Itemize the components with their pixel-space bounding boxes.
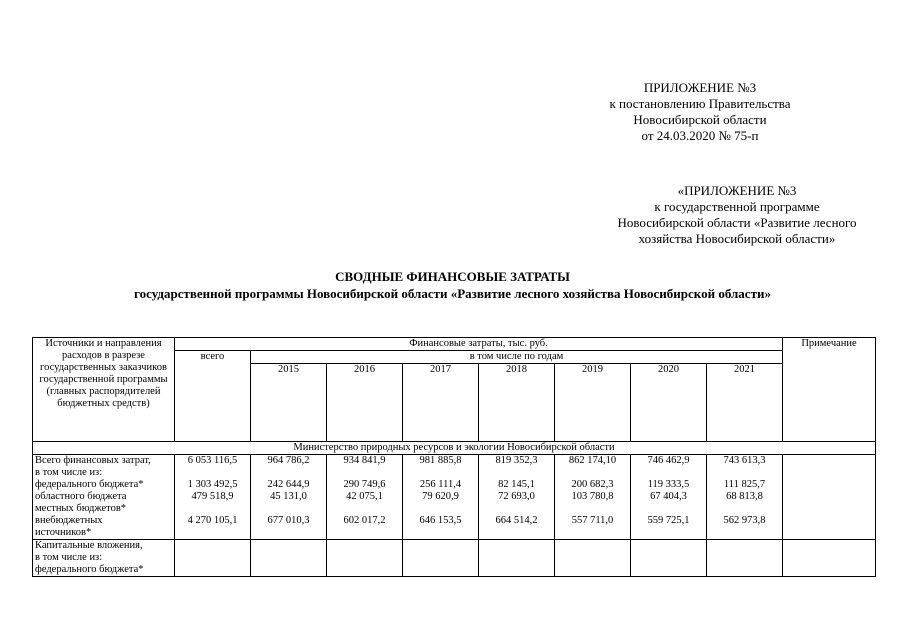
program-appendix-number: «ПРИЛОЖЕНИЕ №3: [677, 183, 797, 198]
source-column-header: Источники и направления расходов в разрезе государственных заказчиков государственной программы (главных распорядителей бюджетных средств): [33, 338, 175, 442]
y2019-values: [555, 455, 631, 540]
financial-costs-header: Финансовые затраты, тыс. руб.: [175, 338, 783, 351]
label-federal: федерального бюджета*: [35, 479, 144, 490]
cell: 677 010,3: [267, 515, 310, 526]
capital-row-labels: [33, 540, 175, 577]
cell: [177, 503, 248, 515]
approval-header: [560, 80, 840, 144]
title-line2: государственной программы Новосибирской области «Развитие лесного хозяйства Новосибирской области»: [134, 286, 771, 301]
cell: 562 973,8: [723, 515, 766, 526]
cell: 743 613,3: [723, 455, 766, 466]
cell: 67 404,3: [650, 491, 687, 502]
y2021-values: [707, 455, 783, 540]
cell: [329, 503, 400, 515]
total-column-header: всего: [175, 351, 251, 442]
year-2016-header: 2016: [327, 364, 403, 442]
note-cell: [783, 540, 876, 577]
cell: [555, 540, 631, 577]
cell: [481, 503, 552, 515]
program-header: [582, 183, 892, 247]
cell: [329, 467, 400, 479]
cell: [405, 527, 476, 539]
cell: [557, 527, 628, 539]
program-appendix-ref: к государственной программе: [654, 199, 820, 214]
table-row: [33, 455, 876, 540]
total-values: [175, 455, 251, 540]
cell: [631, 540, 707, 577]
ministry-row: [33, 442, 876, 455]
cell: [175, 540, 251, 577]
cell: 111 825,7: [723, 479, 766, 490]
cell: 1 303 492,5: [187, 479, 238, 490]
cell: 862 174,10: [568, 455, 617, 466]
cell: [707, 540, 783, 577]
label-federal: федерального бюджета*: [35, 564, 144, 575]
label-extrabudget-2: источников*: [35, 527, 92, 538]
cell: 72 693,0: [498, 491, 535, 502]
note-column-header: Примечание: [783, 338, 876, 442]
cell: 4 270 105,1: [187, 515, 238, 526]
cell: 479 518,9: [191, 491, 234, 502]
cell: 664 514,2: [495, 515, 538, 526]
program-appendix-name2: хозяйства Новосибирской области»: [638, 231, 836, 246]
cell: [253, 527, 324, 539]
cell: [329, 527, 400, 539]
year-2021-header: 2021: [707, 364, 783, 442]
cell: 42 075,1: [346, 491, 383, 502]
label-extrabudget-1: внебюджетных: [35, 515, 103, 526]
y2020-values: [631, 455, 707, 540]
years-header: в том числе по годам: [251, 351, 783, 364]
cell: [709, 527, 780, 539]
y2016-values: [327, 455, 403, 540]
cell: [633, 503, 704, 515]
cell: [557, 467, 628, 479]
cell: 79 620,9: [422, 491, 459, 502]
cell: 103 780,8: [571, 491, 614, 502]
cell: [403, 540, 479, 577]
label-including: в том числе из:: [35, 467, 103, 478]
cell: 602 017,2: [343, 515, 386, 526]
header-row-1: [33, 338, 876, 351]
note-cell: [783, 455, 876, 540]
label-local: местных бюджетов*: [35, 503, 127, 514]
appendix-date: от 24.03.2020 № 75-п: [641, 128, 759, 143]
cell: 68 813,8: [726, 491, 763, 502]
cell: [251, 540, 327, 577]
cell: [177, 467, 248, 479]
cell: [557, 503, 628, 515]
cell: [633, 527, 704, 539]
cell: 82 145,1: [498, 479, 535, 490]
cell: 646 153,5: [419, 515, 462, 526]
cell: 557 711,0: [571, 515, 614, 526]
program-appendix-name1: Новосибирской области «Развитие лесного: [617, 215, 857, 230]
financial-table: [32, 337, 876, 577]
appendix-ref: к постановлению Правительства: [609, 96, 791, 111]
y2018-values: [479, 455, 555, 540]
cell: 290 749,6: [343, 479, 386, 490]
cell: [479, 540, 555, 577]
label-total: Всего финансовых затрат,: [35, 455, 151, 466]
appendix-region: Новосибирской области: [633, 112, 767, 127]
cell: 242 644,9: [267, 479, 310, 490]
label-regional: областного бюджета: [35, 491, 127, 502]
cell: 45 131,0: [270, 491, 307, 502]
year-2017-header: 2017: [403, 364, 479, 442]
label-including: в том числе из:: [35, 552, 103, 563]
year-2020-header: 2020: [631, 364, 707, 442]
cell: [481, 467, 552, 479]
cell: 559 725,1: [647, 515, 690, 526]
year-2018-header: 2018: [479, 364, 555, 442]
cell: 200 682,3: [571, 479, 614, 490]
cell: 746 462,9: [647, 455, 690, 466]
cell: [709, 503, 780, 515]
cell: [177, 527, 248, 539]
appendix-number: ПРИЛОЖЕНИЕ №3: [643, 80, 757, 95]
document-title: [0, 268, 905, 302]
y2017-values: [403, 455, 479, 540]
cell: [253, 503, 324, 515]
cell: [405, 467, 476, 479]
cell: 934 841,9: [343, 455, 386, 466]
cell: [327, 540, 403, 577]
y2015-values: [251, 455, 327, 540]
cell: [253, 467, 324, 479]
cell: 981 885,8: [419, 455, 462, 466]
cell: [633, 467, 704, 479]
cell: [405, 503, 476, 515]
cell: 256 111,4: [419, 479, 462, 490]
cell: 6 053 116,5: [187, 455, 238, 466]
cell: 119 333,5: [647, 479, 690, 490]
row-labels: [33, 455, 175, 540]
table-row: [33, 540, 876, 577]
cell: 964 786,2: [267, 455, 310, 466]
year-2019-header: 2019: [555, 364, 631, 442]
label-capital: Капитальные вложения,: [35, 540, 143, 551]
cell: [481, 527, 552, 539]
cell: 819 352,3: [495, 455, 538, 466]
year-2015-header: 2015: [251, 364, 327, 442]
title-line1: СВОДНЫЕ ФИНАНСОВЫЕ ЗАТРАТЫ: [335, 269, 570, 284]
ministry-name: Министерство природных ресурсов и экологии Новосибирской области: [33, 442, 876, 455]
cell: [709, 467, 780, 479]
